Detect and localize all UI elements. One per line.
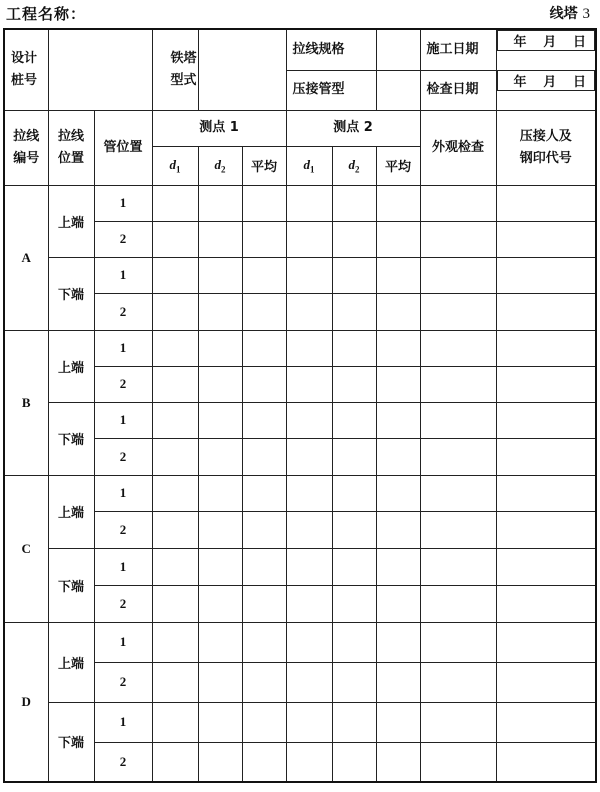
col-appearance-check: 外观检查 [420, 110, 496, 185]
check-date-value[interactable]: 年 月 日 [497, 70, 596, 91]
entry-cell[interactable] [242, 511, 286, 548]
table-row [4, 702, 596, 742]
entry-cell[interactable] [242, 742, 286, 782]
entry-cell[interactable] [420, 622, 496, 662]
guy-spec-value[interactable] [376, 29, 420, 70]
entry-cell[interactable] [198, 622, 242, 662]
entry-cell[interactable] [420, 548, 496, 585]
project-name-label: 工程名称： [6, 5, 87, 23]
entry-cell[interactable] [332, 438, 376, 475]
entry-cell[interactable] [376, 548, 420, 585]
tube-index-cell: 2 [94, 742, 152, 782]
lower-end-cell: 下端 [48, 548, 94, 622]
entry-cell[interactable] [242, 293, 286, 330]
entry-cell[interactable] [376, 185, 420, 221]
entry-cell[interactable] [198, 511, 242, 548]
check-date-label: 检查日期 [420, 70, 496, 110]
entry-cell[interactable] [198, 330, 242, 366]
entry-cell[interactable] [286, 548, 332, 585]
crimp-tube-label: 压接管型 [286, 70, 376, 110]
entry-cell[interactable] [420, 702, 496, 742]
entry-cell[interactable] [376, 585, 420, 622]
entry-cell[interactable] [376, 742, 420, 782]
tube-index-cell: 1 [94, 402, 152, 438]
entry-cell[interactable] [286, 330, 332, 366]
entry-cell[interactable] [496, 662, 596, 702]
entry-cell[interactable] [420, 185, 496, 221]
entry-cell[interactable] [332, 475, 376, 511]
entry-cell[interactable] [242, 185, 286, 221]
entry-cell[interactable] [198, 702, 242, 742]
tube-index-cell: 2 [94, 511, 152, 548]
col-guy-number: 拉线 编号 [4, 110, 48, 185]
entry-cell[interactable] [420, 742, 496, 782]
entry-cell[interactable] [496, 330, 596, 366]
lower-end-cell: 下端 [48, 402, 94, 475]
table-row [4, 548, 596, 585]
guy-spec-label: 拉线规格 [286, 29, 376, 70]
entry-cell[interactable] [420, 585, 496, 622]
entry-cell[interactable] [198, 585, 242, 622]
upper-end-cell: 上端 [48, 475, 94, 548]
entry-cell[interactable] [152, 585, 198, 622]
entry-cell[interactable] [242, 402, 286, 438]
tube-index-cell: 2 [94, 293, 152, 330]
entry-cell[interactable] [496, 622, 596, 662]
entry-cell[interactable] [152, 185, 198, 221]
table-row [4, 330, 596, 366]
entry-cell[interactable] [496, 548, 596, 585]
col-p1-d1: $d_1$ [152, 146, 198, 185]
entry-cell[interactable] [376, 330, 420, 366]
upper-end-cell: 上端 [48, 330, 94, 402]
entry-cell[interactable] [420, 511, 496, 548]
tube-index-cell: 1 [94, 475, 152, 511]
entry-cell[interactable] [376, 622, 420, 662]
upper-end-cell: 上端 [48, 185, 94, 257]
entry-cell[interactable] [496, 293, 596, 330]
entry-cell[interactable] [242, 475, 286, 511]
entry-cell[interactable] [332, 662, 376, 702]
entry-cell[interactable] [152, 511, 198, 548]
lower-end-cell: 下端 [48, 257, 94, 330]
entry-cell[interactable] [332, 366, 376, 402]
entry-cell[interactable] [242, 585, 286, 622]
col-point-1: 测点 1 [152, 110, 286, 146]
entry-cell[interactable] [420, 257, 496, 293]
pile-no-value[interactable] [48, 29, 152, 110]
entry-cell[interactable] [332, 330, 376, 366]
construct-date-value[interactable]: 年 月 日 [497, 30, 596, 51]
entry-cell[interactable] [420, 475, 496, 511]
entry-cell[interactable] [152, 366, 198, 402]
entry-cell[interactable] [496, 742, 596, 782]
table-row [4, 622, 596, 662]
entry-cell[interactable] [376, 475, 420, 511]
entry-cell[interactable] [152, 622, 198, 662]
entry-cell[interactable] [496, 511, 596, 548]
construct-date-label: 施工日期 [420, 29, 496, 70]
entry-cell[interactable] [242, 702, 286, 742]
entry-cell[interactable] [198, 185, 242, 221]
entry-cell[interactable] [286, 622, 332, 662]
entry-cell[interactable] [420, 662, 496, 702]
entry-cell[interactable] [420, 438, 496, 475]
entry-cell[interactable] [152, 662, 198, 702]
tube-index-cell: 2 [94, 366, 152, 402]
entry-cell[interactable] [376, 221, 420, 257]
crimp-tube-value[interactable] [376, 70, 420, 110]
entry-cell[interactable] [152, 742, 198, 782]
entry-cell[interactable] [242, 257, 286, 293]
entry-cell[interactable] [420, 366, 496, 402]
col-point-2: 测点 2 [286, 110, 420, 146]
entry-cell[interactable] [152, 257, 198, 293]
col-tube-position: 管位置 [94, 110, 152, 185]
entry-cell[interactable] [198, 257, 242, 293]
entry-cell[interactable] [420, 402, 496, 438]
col-p1-avg: 平均 [242, 146, 286, 185]
entry-cell[interactable] [420, 330, 496, 366]
entry-cell[interactable] [242, 662, 286, 702]
entry-cell[interactable] [242, 622, 286, 662]
entry-cell[interactable] [152, 221, 198, 257]
col-guy-position: 拉线 位置 [48, 110, 94, 185]
col-p2-d2: $d_2$ [332, 146, 376, 185]
entry-cell[interactable] [332, 293, 376, 330]
table-row [4, 185, 596, 221]
table-row [4, 402, 596, 438]
guy-id-cell: C [4, 475, 48, 622]
entry-cell[interactable] [332, 702, 376, 742]
entry-cell[interactable] [376, 293, 420, 330]
entry-cell[interactable] [242, 366, 286, 402]
entry-cell[interactable] [286, 585, 332, 622]
upper-end-cell: 上端 [48, 622, 94, 702]
entry-cell[interactable] [332, 622, 376, 662]
entry-cell[interactable] [152, 548, 198, 585]
entry-cell[interactable] [332, 511, 376, 548]
tube-index-cell: 2 [94, 438, 152, 475]
guy-id-cell: A [4, 185, 48, 330]
entry-cell[interactable] [286, 742, 332, 782]
entry-cell[interactable] [286, 402, 332, 438]
inspection-table [3, 28, 597, 783]
col-p2-avg: 平均 [376, 146, 420, 185]
entry-cell[interactable] [496, 475, 596, 511]
entry-cell[interactable] [198, 742, 242, 782]
entry-cell[interactable] [198, 548, 242, 585]
entry-cell[interactable] [152, 402, 198, 438]
entry-cell[interactable] [376, 402, 420, 438]
entry-cell[interactable] [242, 548, 286, 585]
entry-cell[interactable] [332, 402, 376, 438]
entry-cell[interactable] [376, 438, 420, 475]
entry-cell[interactable] [286, 185, 332, 221]
entry-cell[interactable] [332, 585, 376, 622]
entry-cell[interactable] [198, 662, 242, 702]
entry-cell[interactable] [198, 366, 242, 402]
tube-index-cell: 1 [94, 622, 152, 662]
entry-cell[interactable] [242, 221, 286, 257]
col-p1-d2: $d_2$ [198, 146, 242, 185]
entry-cell[interactable] [496, 402, 596, 438]
entry-cell[interactable] [198, 293, 242, 330]
entry-cell[interactable] [152, 293, 198, 330]
col-crimper-stamp: 压接人及 钢印代号 [496, 110, 596, 185]
entry-cell[interactable] [496, 366, 596, 402]
tower-type-value[interactable] [198, 29, 286, 110]
entry-cell[interactable] [242, 438, 286, 475]
entry-cell[interactable] [376, 257, 420, 293]
entry-cell[interactable] [376, 662, 420, 702]
entry-cell[interactable] [376, 702, 420, 742]
entry-cell[interactable] [152, 330, 198, 366]
entry-cell[interactable] [198, 475, 242, 511]
tube-index-cell: 1 [94, 330, 152, 366]
entry-cell[interactable] [286, 702, 332, 742]
col-p2-d1: $d_1$ [286, 146, 332, 185]
entry-cell[interactable] [198, 402, 242, 438]
entry-cell[interactable] [420, 293, 496, 330]
entry-cell[interactable] [496, 221, 596, 257]
entry-cell[interactable] [286, 221, 332, 257]
entry-cell[interactable] [332, 742, 376, 782]
tube-index-cell: 1 [94, 185, 152, 221]
table-row [4, 257, 596, 293]
tube-index-cell: 1 [94, 548, 152, 585]
entry-cell[interactable] [332, 257, 376, 293]
form-code-text: 线塔 [549, 6, 578, 22]
tube-index-cell: 1 [94, 257, 152, 293]
entry-cell[interactable] [286, 438, 332, 475]
entry-cell[interactable] [332, 185, 376, 221]
entry-cell[interactable] [286, 662, 332, 702]
entry-cell[interactable] [376, 366, 420, 402]
entry-cell[interactable] [286, 293, 332, 330]
guy-id-cell: B [4, 330, 48, 475]
entry-cell[interactable] [332, 548, 376, 585]
entry-cell[interactable] [496, 438, 596, 475]
guy-id-cell: D [4, 622, 48, 782]
entry-cell[interactable] [332, 221, 376, 257]
entry-cell[interactable] [198, 221, 242, 257]
tube-index-cell: 1 [94, 702, 152, 742]
entry-cell[interactable] [496, 585, 596, 622]
entry-cell[interactable] [286, 475, 332, 511]
entry-cell[interactable] [152, 475, 198, 511]
tube-index-cell: 2 [94, 662, 152, 702]
entry-cell[interactable] [496, 185, 596, 221]
entry-cell[interactable] [152, 438, 198, 475]
entry-cell[interactable] [152, 702, 198, 742]
entry-cell[interactable] [376, 511, 420, 548]
form-code-number: 3 [582, 6, 590, 22]
tube-index-cell: 2 [94, 221, 152, 257]
entry-cell[interactable] [198, 438, 242, 475]
entry-cell[interactable] [286, 366, 332, 402]
entry-cell[interactable] [286, 257, 332, 293]
lower-end-cell: 下端 [48, 702, 94, 782]
table-row [4, 475, 596, 511]
entry-cell[interactable] [496, 702, 596, 742]
entry-cell[interactable] [496, 257, 596, 293]
tower-type-label: 铁塔 型式 [152, 29, 198, 110]
tube-index-cell: 2 [94, 585, 152, 622]
pile-no-label: 设计 桩号 [4, 29, 48, 110]
form-code [550, 3, 590, 23]
entry-cell[interactable] [420, 221, 496, 257]
entry-cell[interactable] [286, 511, 332, 548]
entry-cell[interactable] [242, 330, 286, 366]
